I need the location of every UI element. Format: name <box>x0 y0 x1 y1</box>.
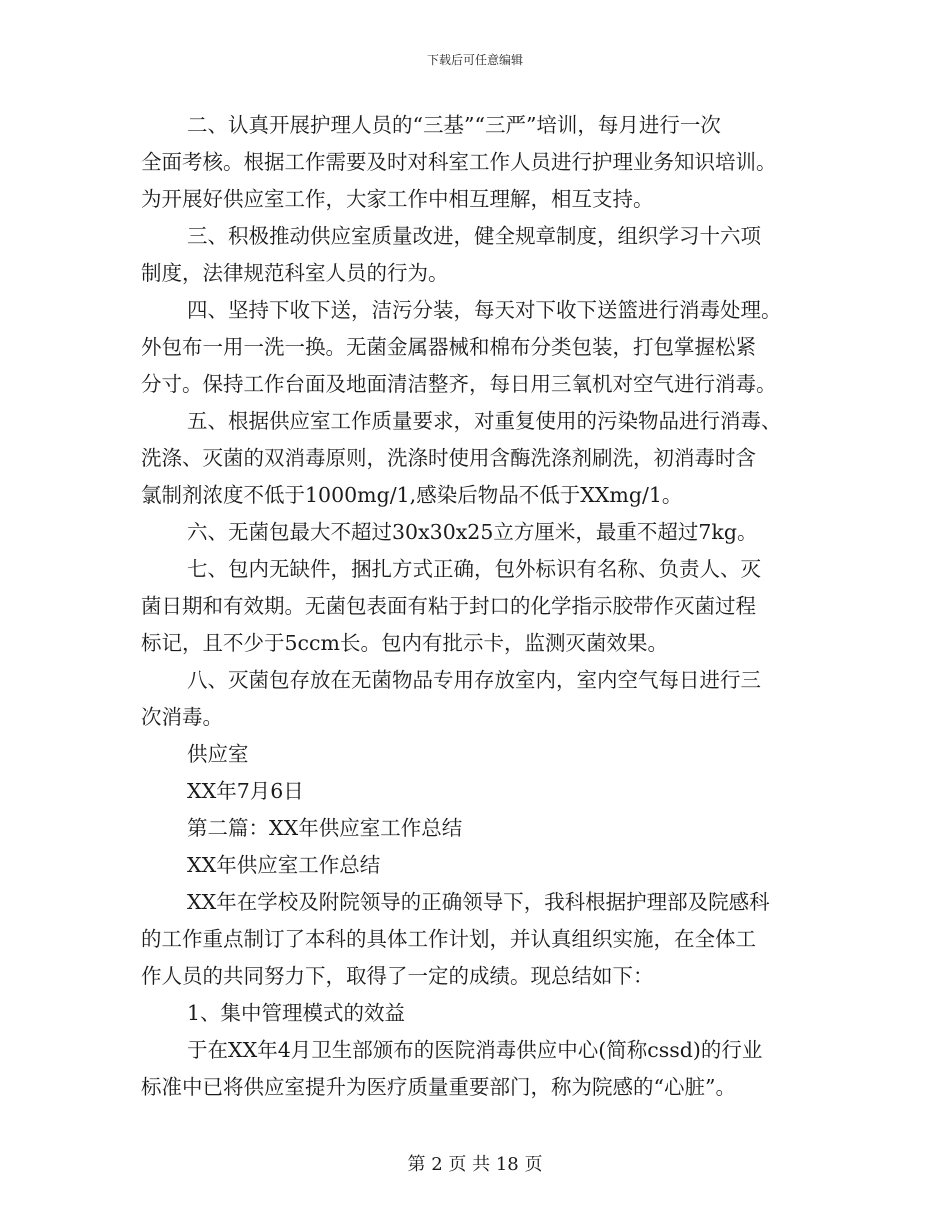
section-subtitle: XX年供应室工作总结 <box>187 853 381 877</box>
text-line: 五、根据供应室工作质量要求，对重复使用的污染物品进行消毒、 <box>187 409 782 433</box>
text-line: 六、无菌包最大不超过30x30x25立方厘米，最重不超过7kg。 <box>187 520 758 544</box>
text-line: 次消毒。 <box>141 705 223 729</box>
text-line: 二、认真开展护理人员的“三基”“三严”培训，每月进行一次 <box>187 113 721 137</box>
text-line: 氯制剂浓度不低于1000mg/1,感染后物品不低于XXmg/1。 <box>141 483 683 507</box>
text-line: 全面考核。根据工作需要及时对科室工作人员进行护理业务知识培训。 <box>141 150 777 174</box>
text-line: 制度，法律规范科室人员的行为。 <box>141 261 449 285</box>
text-line: 洗涤、灭菌的双消毒原则，洗涤时使用含酶洗涤剂刷洗，初消毒时含 <box>141 446 756 470</box>
section-heading: 1、集中管理模式的效益 <box>187 1001 406 1025</box>
text-line: 标记，且不少于5ccm长。包内有批示卡，监测灭菌效果。 <box>141 631 668 655</box>
text-line: XX年7月6日 <box>187 779 304 803</box>
section-title: 第二篇：XX年供应室工作总结 <box>187 816 463 840</box>
document-body <box>141 107 821 1106</box>
page-header-note: 下载后可任意编辑 <box>426 53 523 67</box>
text-line: 供应室 <box>187 742 249 766</box>
text-line: 四、坚持下收下送，洁污分装，每天对下收下送篮进行消毒处理。 <box>187 298 782 322</box>
text-line: 菌日期和有效期。无菌包表面有粘于封口的化学指示胶带作灭菌过程 <box>141 594 756 618</box>
text-line: 分寸。保持工作台面及地面清洁整齐，每日用三氧机对空气进行消毒。 <box>141 372 777 396</box>
text-line: 八、灭菌包存放在无菌物品专用存放室内，室内空气每日进行三 <box>187 668 761 692</box>
text-line: 标准中已将供应室提升为医疗质量重要部门，称为院感的“心脏”。 <box>141 1075 736 1099</box>
page-number: 第 2 页 共 18 页 <box>407 1154 543 1175</box>
text-line: 的工作重点制订了本科的具体工作计划，并认真组织实施，在全体工 <box>141 927 756 951</box>
text-line: 外包布一用一洗一换。无菌金属器械和棉布分类包装，打包掌握松紧 <box>141 335 756 359</box>
text-line: 三、积极推动供应室质量改进，健全规章制度，组织学习十六项 <box>187 224 761 248</box>
text-line: XX年在学校及附院领导的正确领导下，我科根据护理部及院感科 <box>187 890 770 914</box>
text-line: 作人员的共同努力下，取得了一定的成绩。现总结如下： <box>141 964 654 988</box>
text-line: 为开展好供应室工作，大家工作中相互理解，相互支持。 <box>141 187 654 211</box>
text-line: 七、包内无缺件，捆扎方式正确，包外标识有名称、负责人、灭 <box>187 557 761 581</box>
text-line: 于在XX年4月卫生部颁布的医院消毒供应中心(简称cssd)的行业 <box>187 1038 763 1062</box>
